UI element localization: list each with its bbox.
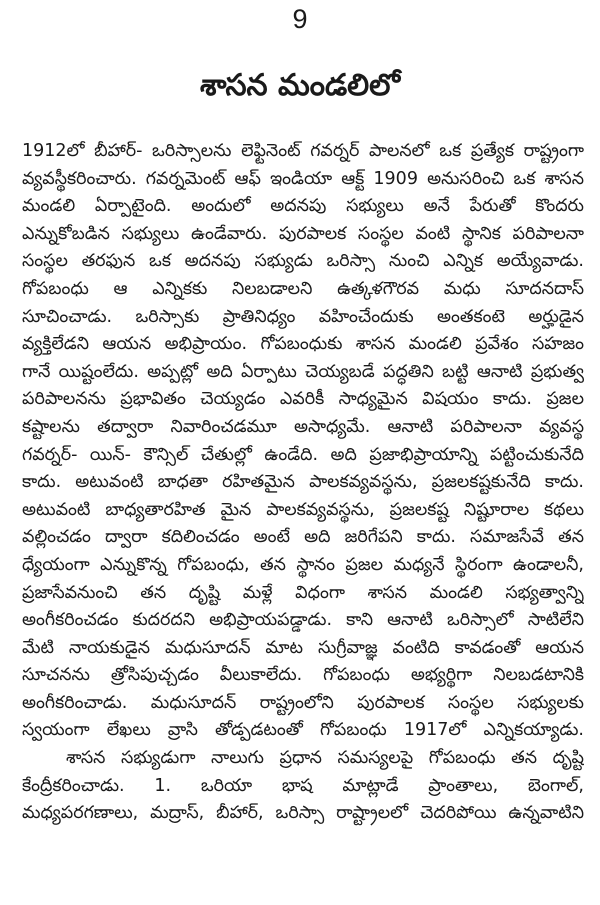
text-line: మేటి నాయకుడైన మధుసూదన్ మాట సుగ్రీవాజ్ఞ వంటిది కావడంతో ఆయన — [22, 637, 584, 658]
chapter-title: శాసన మండలిలో — [199, 68, 401, 103]
text-line: అంగీకరించాడు. మధుసూదన్ రాష్ట్రంలోని పురపాలక సంస్థల సభ్యులకు — [22, 692, 584, 713]
text-line: ప్రజాసేవనుంచి తన దృష్టి మళ్లే విధంగా శాసన మండలి సభ్యత్వాన్ని — [22, 582, 584, 603]
text-line: అటువంటి బాధ్యతారహిత మైన పాలకవ్యవస్థను, ప్రజలకష్ట నిష్టూరాల కథలు — [22, 499, 584, 520]
text-line: సూచించాడు. ఒరిస్సాకు ప్రాతినిధ్యం వహించేందుకు అంతకంటె అర్హుడైన — [22, 306, 584, 327]
text-line: మండలి ఏర్పాటైంది. అందులో అదనపు సభ్యులు అనే పేరుతో కొందరు — [22, 196, 584, 217]
text-line: కేంద్రీకరించాడు. 1. ఒరియా భాష మాట్లాడే ప్రాంతాలు, బెంగాల్, — [22, 775, 584, 796]
text-line: పరిపాలనను ప్రభావితం చెయ్యడం ఎవరికీ సాధ్యమైన విషయం కాదు. ప్రజల — [22, 389, 584, 410]
text-line: సంస్థల తరఫున ఒక అదనపు సభ్యుడు ఒరిస్సా నుంచి ఎన్నిక అయ్యేవాడు. — [22, 251, 584, 272]
text-line: గోపబంధు ఆ ఎన్నికకు నిలబడాలని ఉత్కళగౌరవ మధు సూదనదాస్ — [22, 278, 584, 299]
text-line: 1912లో బీహార్- ఒరిస్సాలను లెఫ్టినెంట్ గవర్నర్ పాలనలో ఒక ప్రత్యేక రాష్ట్రంగా — [22, 141, 584, 161]
text-line: వ్యవస్థీకరించారు. గవర్నమెంట్ ఆఫ్ ఇండియా ఆక్ట్ 1909 అనుసరించి ఒక శాసన — [22, 168, 584, 189]
text-line: అంగీకరించడం కుదరదని అభిప్రాయపడ్డాడు. కాని ఆనాటి ఒరిస్సాలో సాటిలేని — [22, 610, 584, 631]
text-line: వల్లించడం ద్వారా కదిలించడం అంటే అది జరిగేపని కాదు. సమాజసేవే తన — [22, 527, 584, 548]
text-line: సూచనను త్రోసిపుచ్చడం వీలుకాలేదు. గోపబంధు అభ్యర్థిగా నిలబడటానికి — [22, 665, 584, 686]
text-line: గవర్నర్- యిన్- కౌన్సిల్ చేతుల్లో ఉండేది. అది ప్రజాభిప్రాయాన్ని పట్టించుకునేది — [22, 444, 584, 465]
text-line: మధ్యపరగణాలు, మద్రాస్, బీహార్, ఒరిస్సా రాష్ట్రాలలో చెదరిపోయి ఉన్నవాటిని — [22, 803, 584, 824]
text-line: స్వయంగా లేఖలు వ్రాసి తోడ్పడటంతో గోపబంధు 1917లో ఎన్నికయ్యాడు. — [22, 720, 584, 741]
page-number: 9 — [292, 4, 308, 34]
text-line: ధ్యేయంగా ఎన్నుకొన్న గోపబంధు, తన స్థానం ప్రజల మధ్యనే స్థిరంగా ఉండాలనీ, — [22, 554, 584, 575]
text-line: శాసన సభ్యుడుగా నాలుగు ప్రధాన సమస్యలపై గోపబంధు తన దృష్టి — [66, 748, 584, 769]
text-line: ఎన్నుకోబడిన సభ్యులు ఉండేవారు. పురపాలక సంస్థల వంటి స్థానిక పరిపాలనా — [22, 223, 584, 244]
text-line: కాదు. అటువంటి బాధతా రహితమైన పాలకవ్యవస్థను, ప్రజలకష్టకునేది కాదు. — [22, 472, 584, 493]
text-line: వ్యక్తిలేడని ఆయన అభిప్రాయం. గోపబంధుకు శాసన మండలి ప్రవేశం సహజం — [22, 334, 584, 355]
text-line: గానే యిష్టంలేదు. అప్పట్లో అది ఏర్పాటు చెయ్యబడే పద్ధతిని బట్టి ఆనాటి ప్రభుత్వ — [22, 361, 584, 382]
body-text — [22, 138, 584, 828]
text-line: కష్టాలను తద్వారా నివారించడమూ అసాధ్యమే. ఆనాటి పరిపాలనా వ్యవస్థ — [22, 416, 584, 437]
